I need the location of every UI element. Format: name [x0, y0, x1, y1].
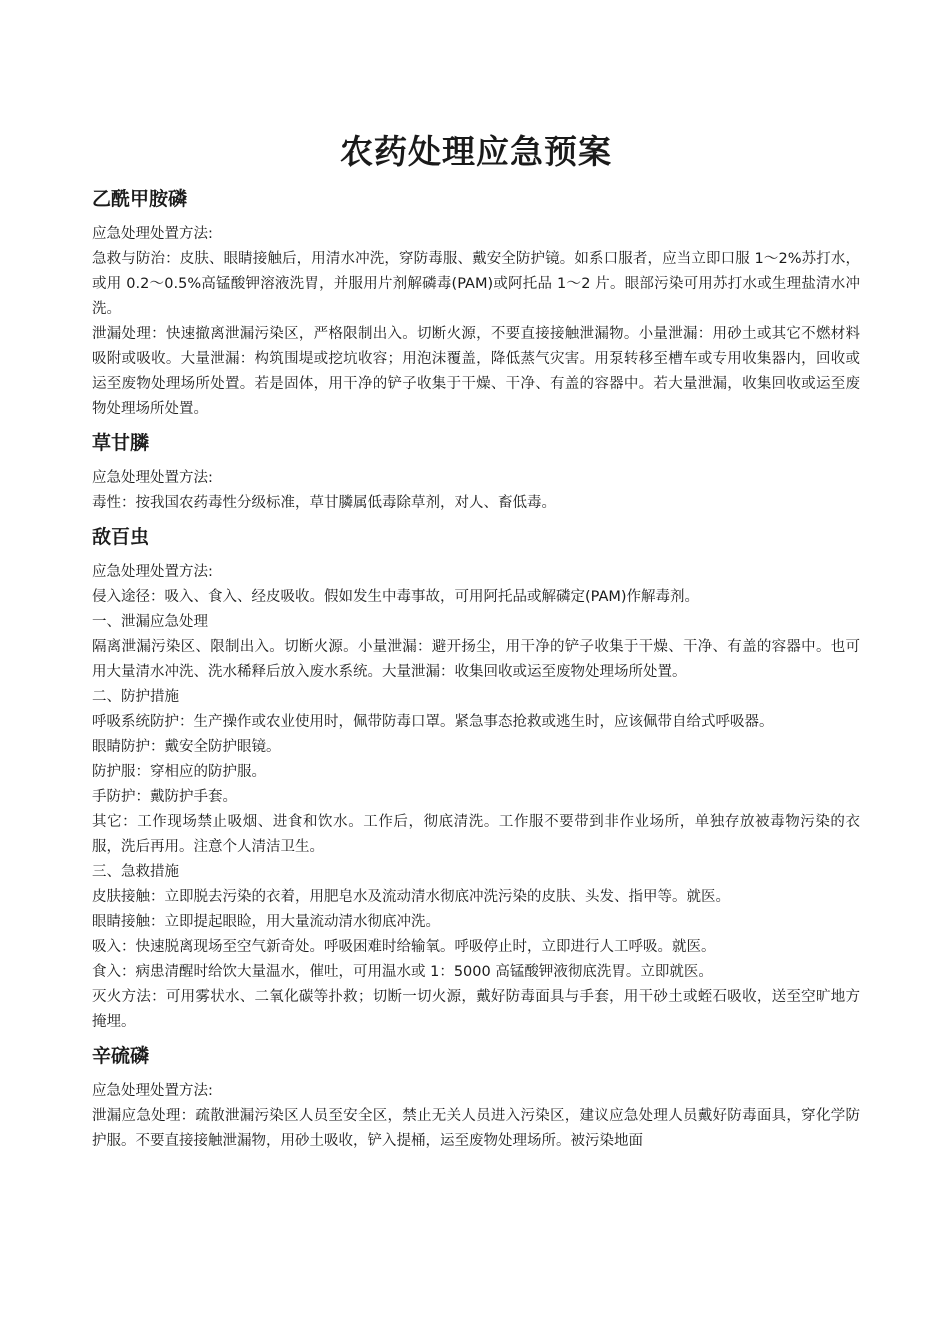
section-heading: 草甘膦: [92, 432, 150, 454]
document-title: 农药处理应急预案: [340, 132, 612, 171]
paragraph: 泄漏处理：快速撤离泄漏污染区，严格限制出入。切断火源，不要直接接触泄漏物。小量泄漏：用砂土或其它不燃材料吸附或吸收。大量泄漏：构筑围堤或挖坑收容；用泡沫覆盖，降低蒸气灾害。用泵转移至槽车或专用收集器内，回收或运至废物处理场所处置。若是固体，用干净的铲子收集于干燥、干净、有盖的容器中。若大量泄漏，收集回收或运至废物处理场所处置。: [92, 326, 860, 417]
paragraph: 眼睛防护：戴安全防护眼镜。: [92, 739, 281, 755]
paragraph: 呼吸系统防护：生产操作或农业使用时，佩带防毒口罩。紧急事态抢救或逃生时，应该佩带自给式呼吸器。: [92, 714, 774, 730]
section-acephate: [92, 184, 860, 422]
paragraph: 二、防护措施: [92, 689, 179, 705]
paragraph: 急救与防治：皮肤、眼睛接触后，用清水冲洗，穿防毒服、戴安全防护镜。如系口服者，应当立即口服 1～2%苏打水，或用 0.2～0.5%高锰酸钾溶液洗胃，并服用片剂解磷毒(PAM)或阿托品 1～2 片。眼部污染可用苏打水或生理盐清水冲洗。: [92, 251, 860, 317]
paragraph: 手防护：戴防护手套。: [92, 789, 237, 805]
paragraph: 皮肤接触：立即脱去污染的衣着，用肥皂水及流动清水彻底冲洗污染的皮肤、头发、指甲等。就医。: [92, 889, 730, 905]
paragraph: 其它：工作现场禁止吸烟、进食和饮水。工作后，彻底清洗。工作服不要带到非作业场所，单独存放被毒物污染的衣服，洗后再用。注意个人清洁卫生。: [92, 814, 860, 855]
section-glyphosate: [92, 428, 860, 516]
document-page: [92, 128, 860, 1154]
section-heading: 辛硫磷: [92, 1045, 150, 1067]
section-phoxim: [92, 1041, 860, 1154]
paragraph: 食入：病患清醒时给饮大量温水，催吐，可用温水或 1：5000 高锰酸钾液彻底洗胃。立即就医。: [92, 964, 713, 980]
section-heading: 乙酰甲胺磷: [92, 188, 188, 210]
paragraph: 眼睛接触：立即提起眼睑，用大量流动清水彻底冲洗。: [92, 914, 440, 930]
paragraph: 应急处理处置方法:: [92, 564, 213, 580]
paragraph: 一、泄漏应急处理: [92, 614, 208, 630]
paragraph: 隔离泄漏污染区、限制出入。切断火源。小量泄漏：避开扬尘，用干净的铲子收集于干燥、干净、有盖的容器中。也可用大量清水冲洗、洗水稀释后放入废水系统。大量泄漏：收集回收或运至废物处理场所处置。: [92, 639, 860, 680]
paragraph: 毒性：按我国农药毒性分级标准，草甘膦属低毒除草剂，对人、畜低毒。: [92, 495, 556, 511]
section-trichlorfon: [92, 522, 860, 1035]
paragraph: 泄漏应急处理：疏散泄漏污染区人员至安全区，禁止无关人员进入污染区，建议应急处理人员戴好防毒面具，穿化学防护服。不要直接接触泄漏物，用砂土吸收，铲入提桶，运至废物处理场所。被污染地面: [92, 1108, 860, 1149]
paragraph: 应急处理处置方法:: [92, 470, 213, 486]
paragraph: 应急处理处置方法:: [92, 1083, 213, 1099]
paragraph: 灭火方法：可用雾状水、二氧化碳等扑救；切断一切火源，戴好防毒面具与手套，用干砂土或蛭石吸收，送至空旷地方掩埋。: [92, 989, 860, 1030]
paragraph: 吸入：快速脱离现场至空气新奇处。呼吸困难时给输氧。呼吸停止时，立即进行人工呼吸。就医。: [92, 939, 716, 955]
paragraph: 侵入途径：吸入、食入、经皮吸收。假如发生中毒事故，可用阿托品或解磷定(PAM)作解毒剂。: [92, 589, 700, 605]
section-heading: 敌百虫: [92, 526, 150, 548]
paragraph: 防护服：穿相应的防护服。: [92, 764, 266, 780]
paragraph: 应急处理处置方法:: [92, 226, 213, 242]
paragraph: 三、急救措施: [92, 864, 179, 880]
